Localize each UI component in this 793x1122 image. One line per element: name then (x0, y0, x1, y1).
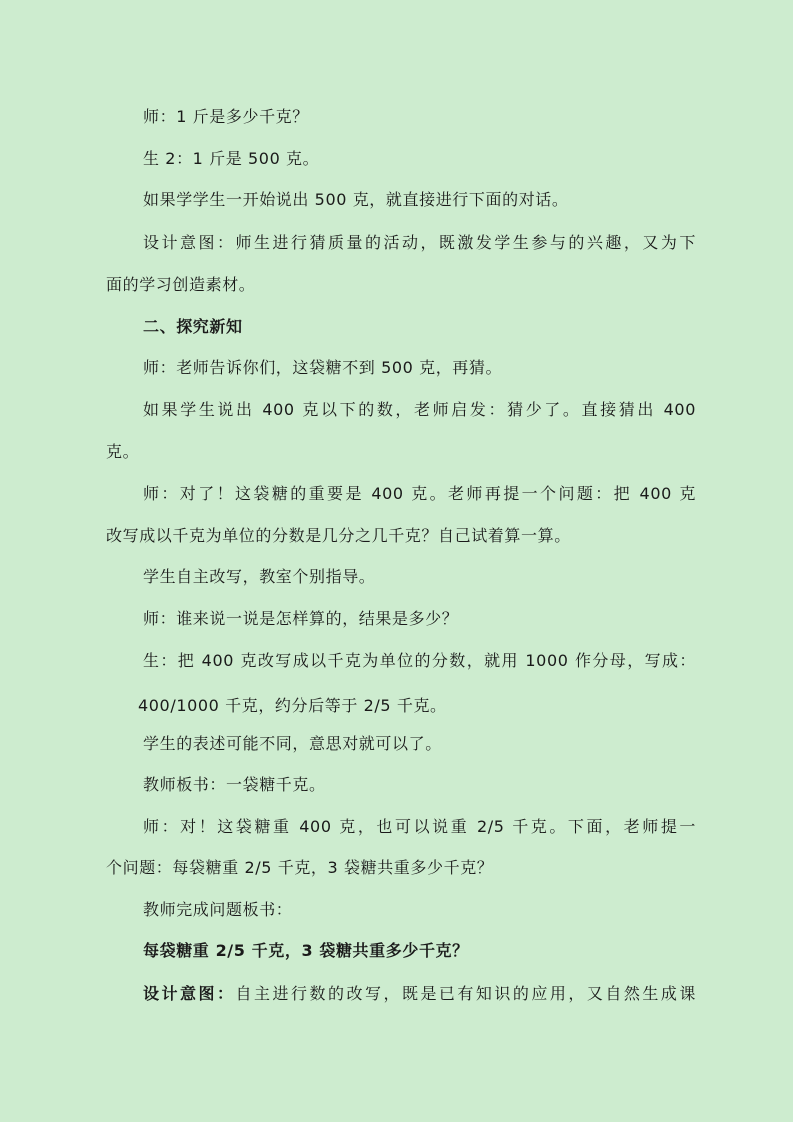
paragraph-line: 师：对！这袋糖重 400 克，也可以说重 2/5 千克。下面，老师提一 (143, 817, 696, 836)
paragraph-line: 师：对了！这袋糖的重要是 400 克。老师再提一个问题：把 400 克 (143, 484, 696, 503)
paragraph-line: 设计意图：师生进行猜质量的活动，既激发学生参与的兴趣，又为下 (143, 233, 696, 252)
formula-line: 400/1000 千克，约分后等于 2/5 千克。 (138, 696, 447, 715)
paragraph-line: 学生自主改写，教室个别指导。 (143, 567, 376, 586)
paragraph-line: 如果学学生一开始说出 500 克，就直接进行下面的对话。 (143, 190, 569, 209)
paragraph-line: 学生的表述可能不同，意思对就可以了。 (143, 734, 442, 753)
paragraph-line: 如果学生说出 400 克以下的数，老师启发：猜少了。直接猜出 400 (143, 400, 696, 419)
paragraph-line: 生 2：1 斤是 500 克。 (143, 149, 320, 168)
design-intent-line (143, 983, 696, 1005)
section-heading: 二、探究新知 (143, 317, 243, 336)
paragraph-line: 生：把 400 克改写成以千克为单位的分数，就用 1000 作分母，写成： (143, 651, 696, 670)
paragraph-line: 师：谁来说一说是怎样算的，结果是多少？ (143, 609, 459, 628)
paragraph-line: 教师完成问题板书： (143, 900, 293, 919)
paragraph-line: 师：老师告诉你们，这袋糖不到 500 克，再猜。 (143, 358, 503, 377)
paragraph-line: 改写成以千克为单位的分数是几分之几千克？自己试着算一算。 (106, 526, 571, 545)
board-question: 每袋糖重 2/5 千克，3 袋糖共重多少千克？ (143, 941, 469, 960)
paragraph-line: 师：1 斤是多少千克？ (143, 107, 309, 126)
paragraph-line: 面的学习创造素材。 (106, 275, 256, 294)
paragraph-line: 克。 (106, 442, 140, 461)
paragraph-line: 个问题：每袋糖重 2/5 千克，3 袋糖共重多少千克？ (106, 858, 494, 877)
design-intent-label: 设计意图： (143, 984, 236, 1003)
design-intent-text: 自主进行数的改写，既是已有知识的应用，又自然生成课 (235, 984, 696, 1003)
paragraph-line: 教师板书：一袋糖千克。 (143, 775, 326, 794)
